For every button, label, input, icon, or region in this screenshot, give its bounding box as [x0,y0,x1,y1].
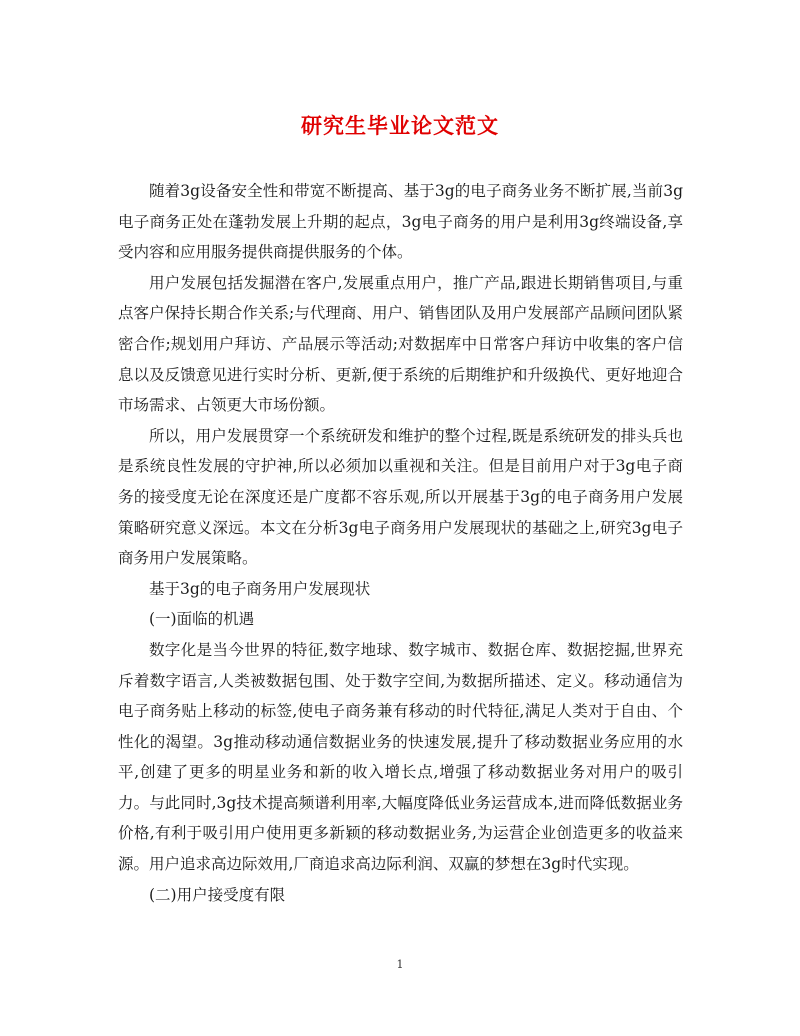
document-title: 研究生毕业论文范文 [301,113,499,138]
document-body [118,176,683,910]
page-number: 1 [396,958,404,971]
subsection-heading-opportunities: (一)面临的机遇 [149,610,255,629]
paragraph-research-significance: 所以，用户发展贯穿一个系统研发和维护的整个过程,既是系统研发的排头兵也是系统良性发展的守护神,所以必须加以重视和关注。但是目前用户对于3g电子商务的接受度无论在深度还是广度都不容乐观,所以开展基于3g的电子商务用户发展策略研究意义深远。本文在分析3g电子商务用户发展现状的基础之上,研究3g电子商务用户发展策略。 [118,426,683,568]
paragraph-intro: 随着3g设备安全性和带宽不断提高、基于3g的电子商务业务不断扩展,当前3g电子商务正处在蓬勃发展上升期的起点，3g电子商务的用户是利用3g终端设备,享受内容和应用服务提供商提供服务的个体。 [118,182,683,262]
paragraph-digitalization: 数字化是当今世界的特征,数字地球、数字城市、数据仓库、数据挖掘,世界充斥着数字语言,人类被数据包围、处于数字空间,为数据所描述、定义。移动通信为电子商务贴上移动的标签,使电子商务兼有移动的时代特征,满足人类对于自由、个性化的渴望。3g推动移动通信数据业务的快速发展,提升了移动数据业务应用的水平,创建了更多的明星业务和新的收入增长点,增强了移动数据业务对用户的吸引力。与此同时,3g技术提高频谱利用率,大幅度降低业务运营成本,进而降低数据业务价格,有利于吸引用户使用更多新颖的移动数据业务,为运营企业创造更多的收益来源。用户追求高边际效用,厂商追求高边际利润、双赢的梦想在3g时代实现。 [118,640,683,874]
paragraph-user-development: 用户发展包括发掘潜在客户,发展重点用户，推广产品,跟进长期销售项目,与重点客户保持长期合作关系;与代理商、用户、销售团队及用户发展部产品顾问团队紧密合作;规划用户拜访、产品展示等活动;对数据库中日常客户拜访中收集的客户信息以及反馈意见进行实时分析、更新,便于系统的后期维护和升级换代、更好地迎合市场需求、占领更大市场份额。 [118,273,683,415]
subsection-heading-acceptance: (二)用户接受度有限 [149,885,286,904]
section-heading: 基于3g的电子商务用户发展现状 [149,579,371,598]
